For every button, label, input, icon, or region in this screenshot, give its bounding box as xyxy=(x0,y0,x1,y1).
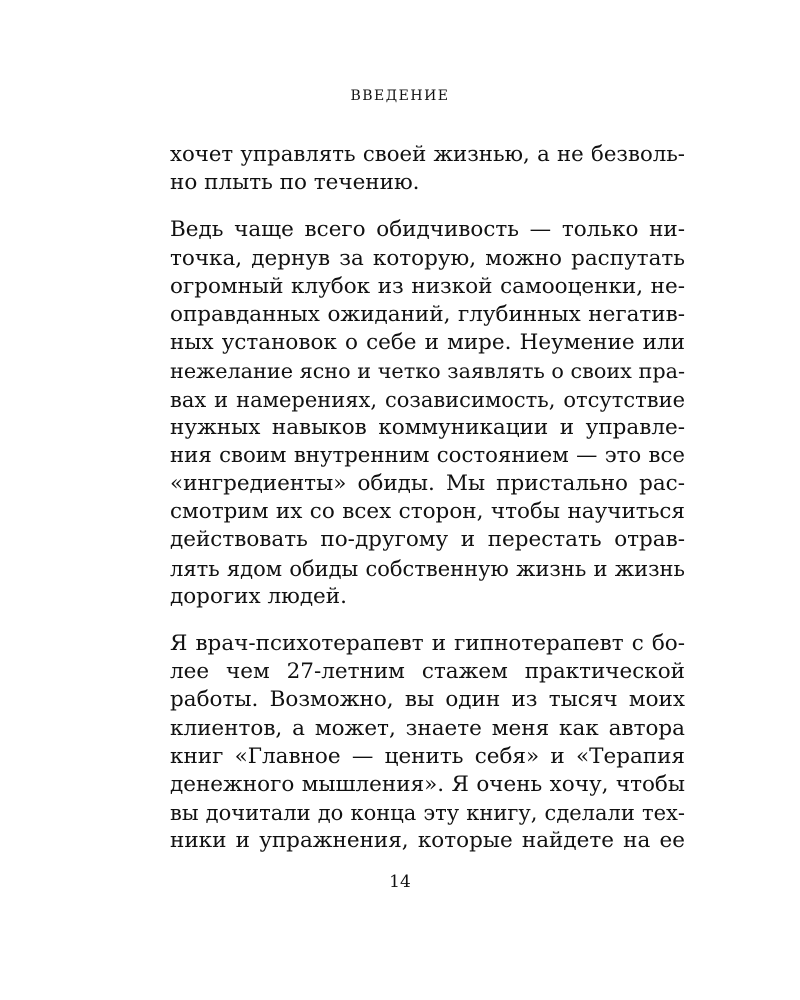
page-body xyxy=(170,141,685,875)
text-line: вы дочитали до конца эту книгу, сделали тех- xyxy=(170,801,685,826)
running-header: ВВЕДЕНИЕ xyxy=(350,88,450,104)
text-line: Ведь чаще всего обидчивость — только ни- xyxy=(170,217,685,243)
text-line: нежелание ясно и четко заявлять о своих пра- xyxy=(170,359,685,384)
text-line: хочет управлять своей жизнью, а не безволь- xyxy=(170,142,685,167)
text-line: вах и намерениях, созависимость, отсутствие xyxy=(170,387,685,412)
page-number: 14 xyxy=(389,872,411,892)
text-line: ных установок о себе и мире. Неумение или xyxy=(170,330,685,356)
paragraph-2 xyxy=(170,216,685,611)
text-line: работы. Возможно, вы один из тысяч моих xyxy=(170,687,685,713)
text-line: нужных навыков коммуникации и управле- xyxy=(170,414,685,440)
text-line: действовать по-другому и перестать отрав- xyxy=(170,527,685,553)
text-line: лять ядом обиды собственную жизнь и жизнь xyxy=(170,556,685,581)
text-line: смотрим их со всех сторон, чтобы научиться xyxy=(170,499,685,525)
text-line: Я врач-психотерапевт и гипнотерапевт с бо- xyxy=(170,631,685,656)
text-line: огромный клубок из низкой самооценки, не- xyxy=(170,273,685,299)
paragraph-1 xyxy=(170,141,685,197)
text-line: «ингредиенты» обиды. Мы пристально рас- xyxy=(170,471,685,497)
text-line: денежного мышления». Я очень хочу, чтобы xyxy=(170,771,685,797)
paragraph-3 xyxy=(170,630,685,856)
text-line: ники и упражнения, которые найдете на ее xyxy=(170,828,685,854)
text-line: оправданных ожиданий, глубинных негатив- xyxy=(170,301,685,327)
text-line: книг «Главное — ценить себя» и «Терапия xyxy=(170,743,685,769)
text-line: дорогих людей. xyxy=(170,583,347,609)
text-line: лее чем 27-летним стажем практической xyxy=(170,659,685,685)
text-line: точка, дернув за которую, можно распутать xyxy=(170,245,685,271)
text-line: клиентов, а может, знаете меня как автора xyxy=(170,715,685,741)
text-line: ния своим внутренним состоянием — это все xyxy=(170,442,685,468)
text-line: но плыть по течению. xyxy=(170,170,420,196)
